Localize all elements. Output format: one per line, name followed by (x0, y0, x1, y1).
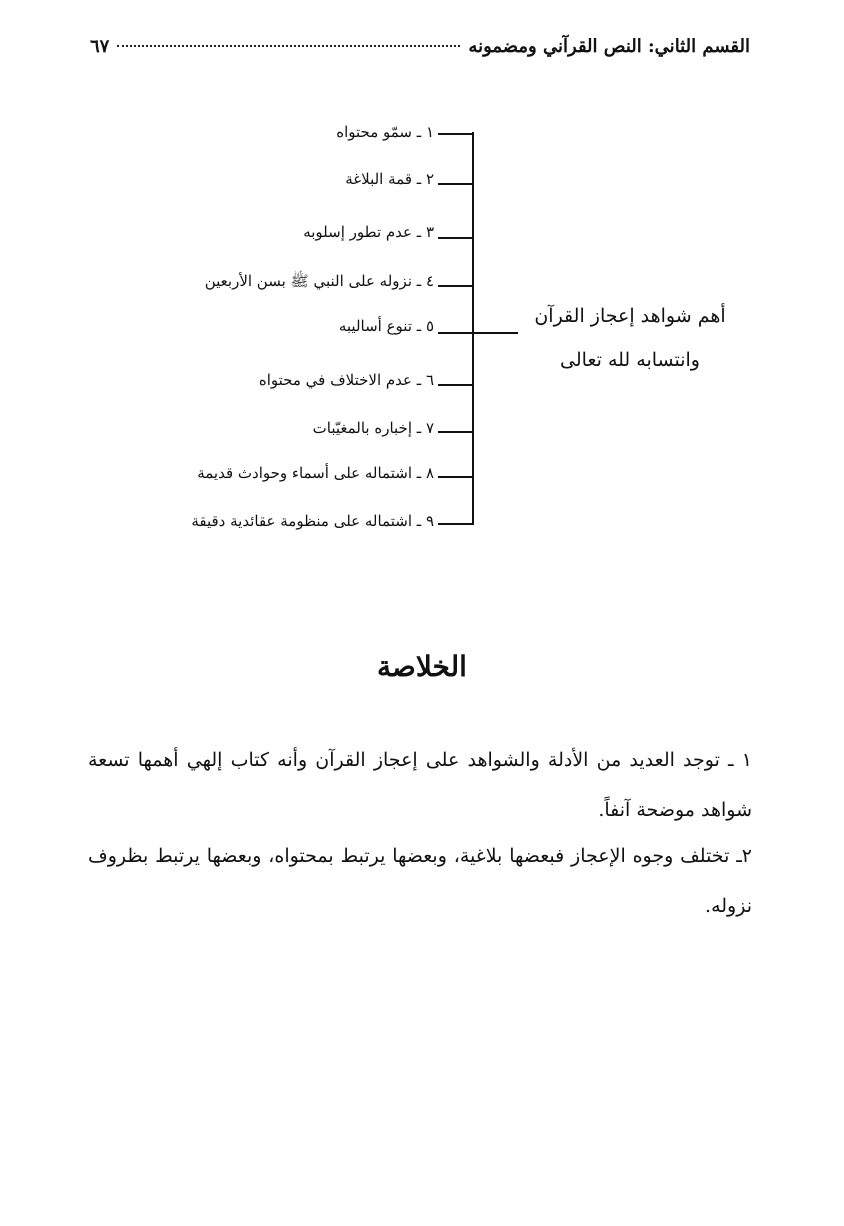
diagram-item-7: ٧ ـ إخباره بالمغيّبات (312, 419, 434, 437)
diagram-item-4: ٤ ـ نزوله على النبي ﷺ بسن الأربعين (204, 272, 434, 290)
diagram-tick-7 (438, 431, 474, 433)
diagram-root-line-2: وانتسابه لله تعالى (560, 349, 700, 371)
page-header (90, 36, 750, 68)
diagram-root-line-1: أهم شواهد إعجاز القرآن (534, 305, 726, 327)
summary-heading: الخلاصة (377, 650, 467, 683)
page-number: ٦٧ (90, 36, 110, 57)
diagram-tick-8 (438, 476, 474, 478)
leader-dots (117, 45, 460, 47)
diagram-tick-2 (438, 183, 474, 185)
diagram-item-2: ٢ ـ قمة البلاغة (345, 170, 434, 188)
tree-diagram (150, 108, 760, 548)
summary-paragraph-2: ٢ـ تختلف وجوه الإعجاز فبعضها بلاغية، وبعضها يرتبط بمحتواه، وبعضها يرتبط بظروف نزوله. (88, 845, 752, 917)
diagram-item-3: ٣ ـ عدم تطور إسلوبه (303, 223, 434, 241)
diagram-root-label (510, 294, 750, 382)
diagram-item-1: ١ ـ سمّو محتواه (336, 123, 434, 141)
diagram-item-6: ٦ ـ عدم الاختلاف في محتواه (258, 371, 434, 389)
running-title: القسم الثاني: النص القرآني ومضمونه (468, 36, 750, 57)
diagram-tick-9 (438, 523, 474, 525)
diagram-spine-line (472, 132, 474, 525)
diagram-tick-5 (438, 332, 474, 334)
diagram-item-9: ٩ ـ اشتماله على منظومة عقائدية دقيقة (191, 512, 434, 530)
diagram-item-8: ٨ ـ اشتماله على أسماء وحوادث قديمة (197, 464, 434, 482)
diagram-tick-3 (438, 237, 474, 239)
diagram-tick-4 (438, 285, 474, 287)
diagram-item-5: ٥ ـ تنوع أساليبه (338, 317, 434, 335)
diagram-tick-6 (438, 384, 474, 386)
summary-paragraph-1: ١ ـ توجد العديد من الأدلة والشواهد على إعجاز القرآن وأنه كتاب إلهي أهمها تسعة شواهد موضحة آنفاً. (88, 749, 752, 821)
diagram-tick-1 (438, 133, 474, 135)
